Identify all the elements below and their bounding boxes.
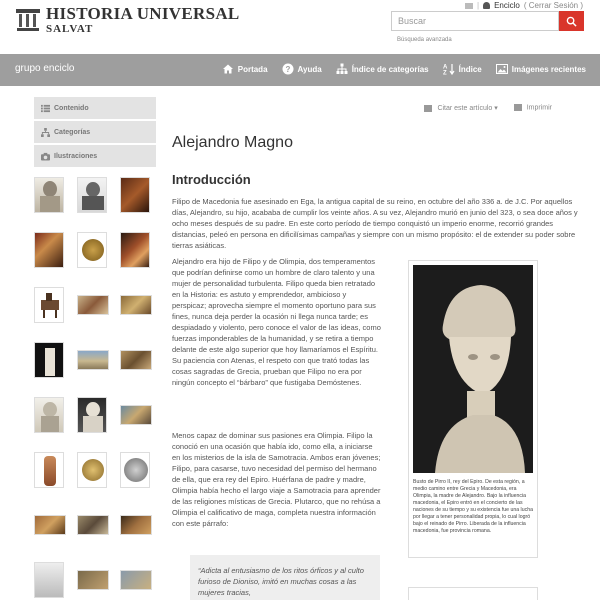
account-name[interactable]: Enciclo [494, 1, 520, 10]
nav-item-indice-categorias[interactable] [336, 63, 429, 75]
sidebar-tab-label: Categorías [54, 128, 91, 136]
sidebar-tab-categorias[interactable] [34, 121, 156, 145]
thumbnail[interactable] [120, 452, 150, 488]
thumbnail[interactable] [120, 350, 152, 370]
search-input[interactable]: Buscar [391, 11, 559, 31]
home-icon [222, 63, 234, 75]
thumbnail[interactable] [34, 452, 64, 488]
sitemap-icon [336, 63, 348, 75]
nav-item-label: Índice de categorías [351, 64, 429, 74]
thumbnail[interactable] [120, 177, 150, 213]
section-heading: Introducción [172, 172, 251, 187]
logo-title: HISTORIA UNIVERSAL [46, 4, 240, 23]
thumbnail[interactable] [77, 232, 107, 268]
bust-illustration [413, 265, 533, 473]
thumbnail[interactable] [120, 295, 152, 315]
blockquote: “Adicta al entusiasmo de los ritos órficos y al culto furioso de Dioniso, imitó en muchas cosas a las mujeres tracias, [190, 555, 380, 600]
camera-icon [41, 152, 50, 161]
thumbnail[interactable] [34, 232, 64, 268]
thumbnail[interactable] [34, 287, 64, 323]
logo-subtitle: SALVAT [46, 23, 94, 35]
sidebar [34, 97, 156, 169]
intro-paragraph: Filipo de Macedonia fue asesinado en Ega, la antigua capital de su reino, en octubre del año 336 a. de J.C. Por aquellos días, Alejandro, su hijo, acababa de cumplir los veinte años. A su vez, Alejandro murió en junio del 323, o sea doce años y ocho meses después de su padre. En este corto período de tiempo conquistó un imperio enorme, recorrió grandes distancias, peleó en persona en dificilísimas campañas y siempre con un mismo propósito: el de extender su poder sobre tierras asiáticas. [172, 197, 578, 250]
thumbnail[interactable] [120, 232, 150, 268]
nav-item-label: Ayuda [297, 64, 322, 74]
search-icon [566, 16, 577, 27]
sitemap-icon [41, 128, 50, 137]
quote-icon [424, 105, 432, 112]
article-paragraph: Alejandro era hijo de Filipo y de Olimpia, dos temperamentos que podrían definirse como un hombre de claro talento y una mujer de personalidad turbulenta. Filipo queda bien retratado en la Historia: es astuto y emprendedor, ambicioso y perspicaz; aprovecha siempre el momento oportuno para sus fines, nunca deja perder la ocasión ni llega nunca tarde; es despiadado y violento, pero conoce el valor de las ideas, como fuerzas imponderables de la humanidad, y se retira a tiempo delante de este algo superior que hoy llamaríamos el Espíritu. Su paciencia con Atenas, el respeto con que trató todas las cosas sagradas de Grecia, prueban que Filipo no era por ningún concepto el “bárbaro” que fustigaba Demóstenes. [172, 257, 381, 387]
article-tools [424, 104, 552, 112]
thumbnail[interactable] [77, 295, 109, 315]
svg-text:?: ? [285, 65, 290, 74]
sort-az-icon [443, 63, 455, 75]
header [0, 0, 600, 54]
thumbnail[interactable] [34, 177, 64, 213]
thumbnail[interactable] [34, 342, 64, 378]
figure-caption: Busto de Pirro II, rey del Epiro. De esta región, a medio camino entre Grecia y Macedonia, era Olimpia, la madre de Alejandro. Bajo la influencia macedonia, el Epiro entró en el concierto de las naciones de su tiempo y su existencia fue una lucha por llegar a tener personalidad propia, lo cual logró bajo el reinado de Pirro. Liberada de la influencia macedonia, fue provincia romana. [413, 479, 533, 534]
user-icon [483, 2, 490, 9]
nav-item-indice[interactable] [443, 63, 482, 75]
thumbnail[interactable] [77, 177, 107, 213]
thumbnail[interactable] [77, 515, 109, 535]
site-logo[interactable] [16, 5, 240, 35]
image-icon [496, 63, 508, 75]
sidebar-tab-contenido[interactable] [34, 97, 156, 121]
article-paragraph: Menos capaz de dominar sus pasiones era Olimpia. Filipo la conoció en una ocasión que había ido, como ella, a iniciarse en los misterios de la isla de Samotracia. Ambos eran jóvenes; Filipo, para casarse, tuvo necesidad del permiso del hermano de ella, que era rey del Epiro. Huérfana de padre y madre, Olimpia había hecho el largo viaje a Samotracia para aprender de las religiones místicas de Grecia. Plutarco, que no rehúsa a Olimpia el calificativo de maga, completa nuestra información con este párrafo: [172, 431, 381, 528]
nav-item-portada[interactable] [222, 63, 268, 75]
thumbnail[interactable] [77, 570, 109, 590]
thumbnail[interactable] [120, 515, 152, 535]
nav-item-label: Portada [237, 64, 268, 74]
thumbnail[interactable] [34, 397, 64, 433]
thumbnail[interactable] [120, 570, 152, 590]
article-figure-partial [408, 587, 538, 600]
caret-down-icon: ▾ [494, 105, 498, 112]
thumbnail[interactable] [77, 452, 107, 488]
advanced-search-link[interactable]: Búsqueda avanzada [397, 37, 452, 43]
nav-brand[interactable]: grupo enciclo [15, 63, 75, 74]
cite-label: Citar este artículo [437, 105, 493, 112]
help-icon [282, 63, 294, 75]
print-button[interactable] [514, 104, 552, 112]
flag-icon[interactable] [465, 3, 473, 9]
top-links: | Enciclo ( Cerrar Sesión ) [465, 1, 583, 10]
thumbnail[interactable] [77, 350, 109, 370]
sidebar-tab-ilustraciones[interactable] [34, 145, 156, 169]
print-label: Imprimir [526, 104, 552, 112]
thumbnail[interactable] [77, 397, 107, 433]
nav-item-label: Índice [458, 64, 482, 74]
nav-item-imagenes-recientes[interactable] [496, 63, 586, 75]
main-nav [0, 54, 600, 86]
sidebar-tab-label: Ilustraciones [54, 152, 98, 160]
svg-text:A: A [442, 64, 447, 71]
cite-button[interactable] [424, 104, 497, 112]
thumbnail[interactable] [120, 405, 152, 425]
illustration-grid [34, 177, 156, 600]
logout-link[interactable]: ( Cerrar Sesión ) [523, 1, 583, 10]
thumbnail[interactable] [34, 515, 66, 535]
print-icon [514, 104, 522, 111]
article-figure [408, 260, 538, 558]
svg-text:Z: Z [442, 70, 447, 75]
search-button[interactable] [559, 11, 584, 31]
column-logo-icon [16, 9, 40, 31]
nav-item-label: Imágenes recientes [511, 64, 586, 74]
nav-item-ayuda[interactable] [282, 63, 322, 75]
thumbnail[interactable] [34, 562, 64, 598]
bust-image[interactable] [413, 265, 533, 473]
sidebar-tab-label: Contenido [54, 104, 89, 112]
article-title: Alejandro Magno [172, 134, 293, 151]
list-icon [41, 104, 50, 113]
